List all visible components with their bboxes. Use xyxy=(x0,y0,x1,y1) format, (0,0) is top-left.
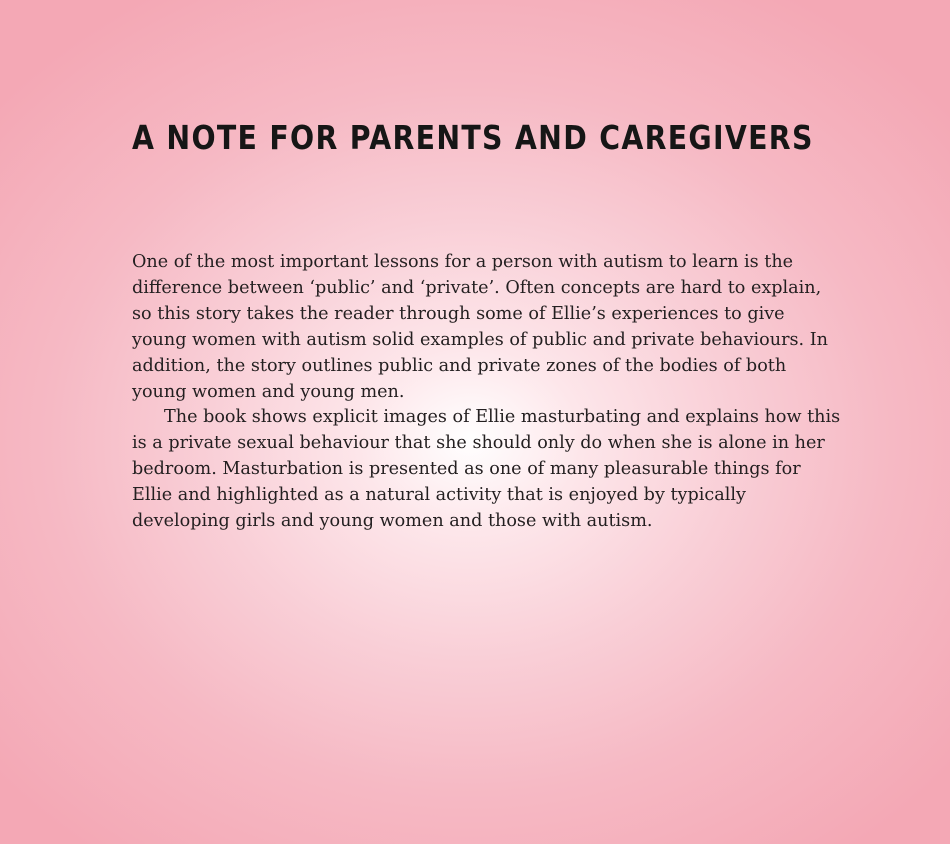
page-title: A NOTE FOR PARENTS AND CAREGIVERS xyxy=(132,118,814,157)
paragraph-1: One of the most important lessons for a person with autism to learn is the difference between ‘public’ and ‘private’. Often concepts are hard to explain, so this story takes the reader through some of Ellie’s experiences to give young women with autism solid examples of public and private behaviours. In addition, the story outlines public and private zones of the bodies of both young women and young men. xyxy=(132,252,829,402)
body-text xyxy=(132,250,844,535)
paragraph-2: The book shows explicit images of Ellie masturbating and explains how this is a private sexual behaviour that she should only do when she is alone in her bedroom. Masturbation is presented as one of many pleasurable things for Ellie and highlighted as a natural activity that is enjoyed by typically developing girls and young women and those with autism. xyxy=(132,407,841,532)
